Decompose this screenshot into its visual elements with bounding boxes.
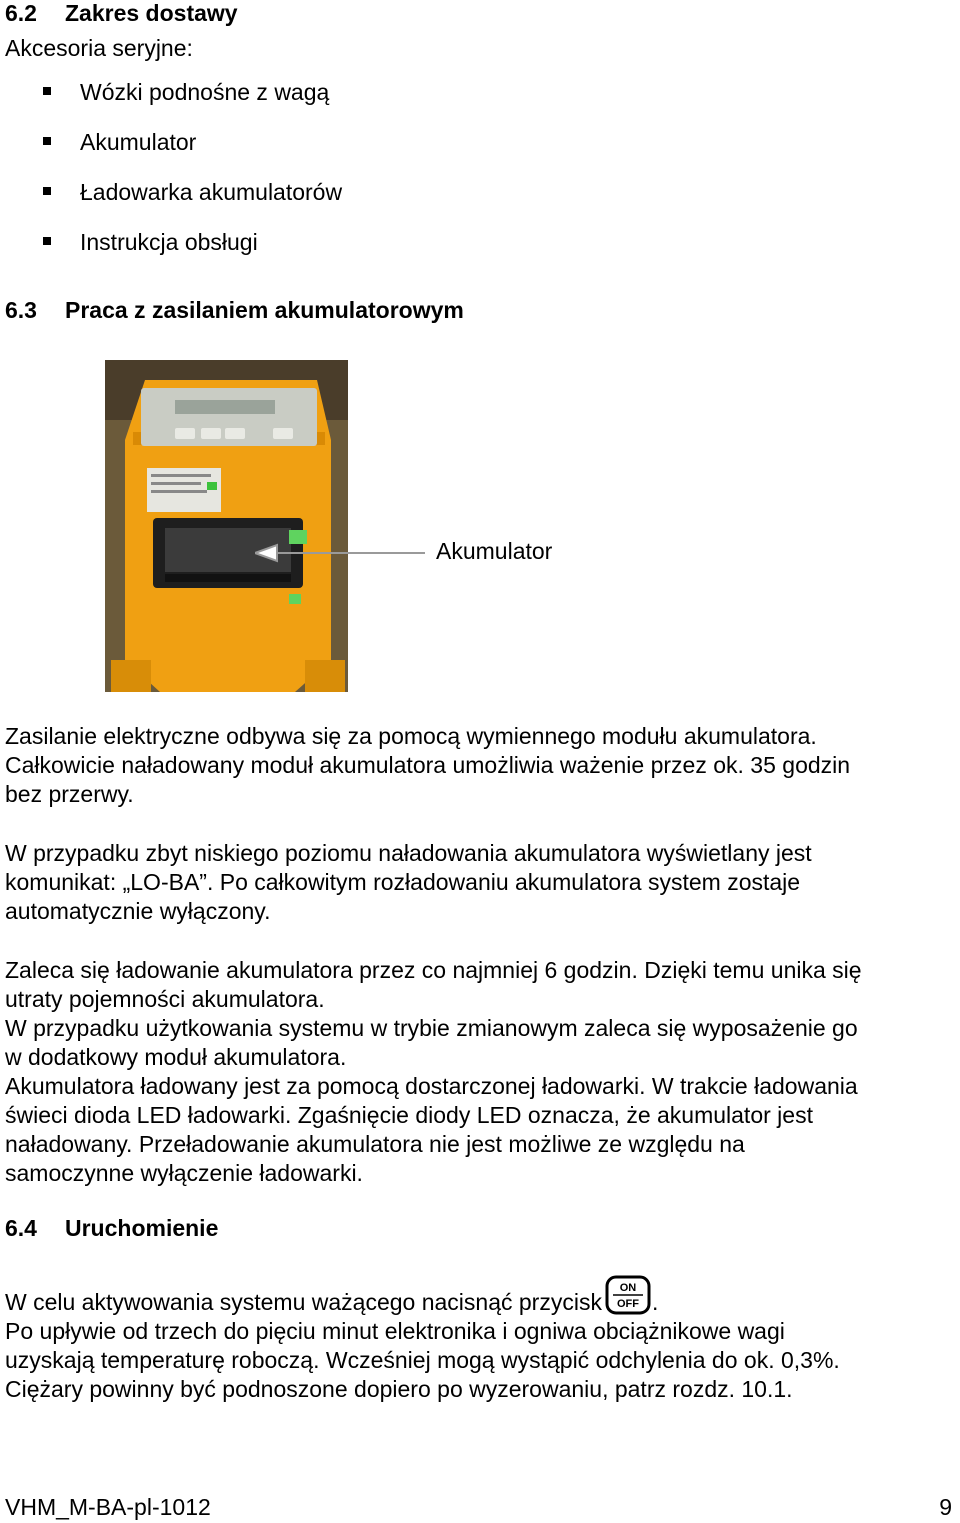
section-6-4-heading <box>5 1214 218 1243</box>
callout-label-akumulator: Akumulator <box>436 538 553 564</box>
section-title: Zakres dostawy <box>65 0 238 26</box>
battery-photo <box>105 360 348 692</box>
bullet-icon <box>43 87 51 95</box>
section-title: Uruchomienie <box>65 1215 219 1241</box>
on-off-button-icon <box>604 1274 652 1316</box>
bullet-icon <box>43 137 51 145</box>
startup-line: W celu aktywowania systemu ważącego nacisnąć przycisk ON OFF . <box>5 1274 955 1317</box>
section-title: Praca z zasilaniem akumulatorowym <box>65 297 464 323</box>
page-number: 9 <box>939 1494 952 1520</box>
section-number: 6.4 <box>5 1215 37 1241</box>
section-number: 6.3 <box>5 297 37 323</box>
paragraph-charging: Zaleca się ładowanie akumulatora przez co najmniej 6 godzin. Dzięki temu unika się utraty pojemności akumulatora. W przypadku użytkowania systemu w trybie zmianowym zaleca się wyposażenie go w dodatkowy moduł akumulatora. Akumulatora ładowany jest za pomocą dostarczonej ładowarki. W trakcie ładowania świeci dioda LED ładowarki. Zgaśnięcie diody LED oznacza, że akumulator jest naładowany. Przeładowanie akumulatora nie jest możliwe ze względu na samoczynne wyłączenie ładowarki. <box>5 957 862 1186</box>
paragraph-power-supply: Zasilanie elektryczne odbywa się za pomocą wymiennego modułu akumulatora. Całkowicie naładowany moduł akumulatora umożliwia ważenie przez ok. 35 godzin bez przerwy. <box>5 723 851 807</box>
section-6-2-heading <box>5 0 238 28</box>
off-label: OFF <box>616 1298 639 1310</box>
paragraph-startup: W celu aktywowania systemu ważącego nacisnąć przycisk ON OFF . Po upływie od trzech do pięciu minut elektronika i ogniwa obciążnikowe wagi uzyskają temperaturę roboczą. Wcześniej mogą wystąpić odchylenia do ok. 0,3%. Ciężary powinny być podnoszone dopiero po wyzerowaniu, patrz rozdz. 10.1. <box>5 1274 955 1404</box>
bullet-icon <box>43 187 51 195</box>
on-label: ON <box>619 1282 637 1294</box>
accessories-intro: Akcesoria seryjne: <box>5 35 193 61</box>
document-id: VHM_M-BA-pl-1012 <box>5 1494 211 1520</box>
panel-display <box>175 400 275 414</box>
section-6-3-heading <box>5 296 464 325</box>
callout-arrow <box>255 538 427 568</box>
paragraph-low-battery: W przypadku zbyt niskiego poziomu naładowania akumulatora wyświetlany jest komunikat: „LO-BA”. Po całkowitym rozładowaniu akumulatora system zostaje automatycznie wyłączony. <box>5 840 812 924</box>
bullet-icon <box>43 237 51 245</box>
section-number: 6.2 <box>5 0 37 26</box>
